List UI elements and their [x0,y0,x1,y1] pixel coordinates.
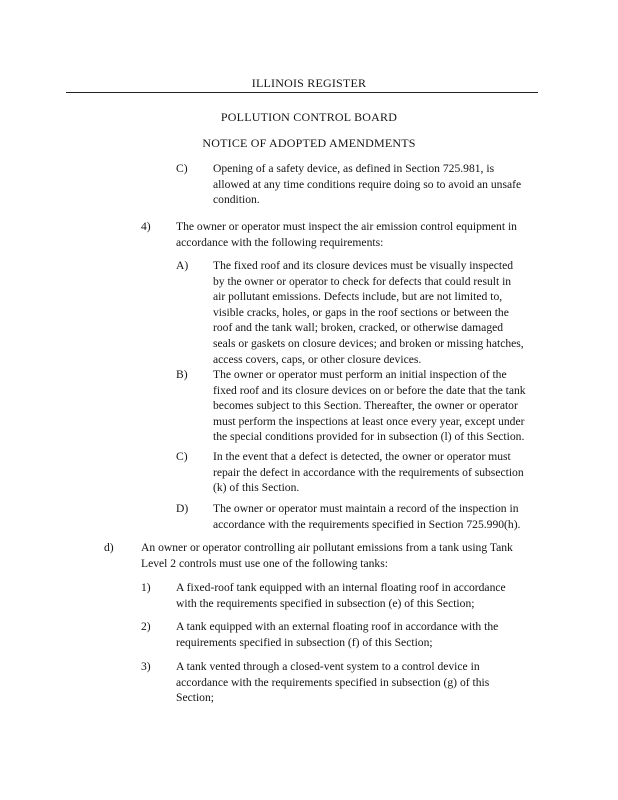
text-line: access covers, caps, or other closure devices. [213,352,422,366]
text-line: A tank vented through a closed-vent system to a control device in [176,660,480,673]
text-line: Section; [176,691,214,705]
text-line: roof and the tank wall; broken, cracked, or otherwise damaged [213,321,504,335]
text-line: The fixed roof and its closure devices must be visually inspected [213,259,514,272]
paragraph-text [176,219,517,250]
text-line: An owner or operator controlling air pollutant emissions from a tank using Tank [141,541,513,554]
text-line: (k) of this Section. [213,481,300,495]
text-line: visible cracks, holes, or gaps in the roof sections or between the [213,305,509,319]
text-line: by the owner or operator to check for defects that could result in [213,274,512,288]
paragraph-label: C) [176,450,188,463]
paragraph-label: 2) [141,620,151,633]
text-line: A fixed-roof tank equipped with an internal floating roof in accordance [176,581,506,594]
text-line: the special conditions provided for in subsection (l) of this Section. [213,430,525,444]
text-line: condition. [213,193,260,207]
paragraph-label: D) [176,502,189,515]
paragraph-label: 3) [141,660,151,673]
notice-title: NOTICE OF ADOPTED AMENDMENTS [202,136,416,150]
text-line: fixed roof and its closure devices on or before the date that the tank [213,383,526,397]
paragraph-label: C) [176,162,188,175]
text-line: A tank equipped with an external floating roof in accordance with the [176,620,499,633]
paragraph-text [213,449,524,496]
paragraph-text [141,540,513,571]
text-line: allowed at any time conditions require doing so to avoid an unsafe [213,177,522,191]
text-line: with the requirements specified in subsection (e) of this Section; [176,596,475,610]
paragraph-label: d) [104,541,114,554]
paragraph-text [213,258,524,367]
register-title: ILLINOIS REGISTER [251,76,367,90]
text-line: Opening of a safety device, as defined in Section 725.981, is [213,162,495,175]
text-line: requirements specified in subsection (f) of this Section; [176,635,433,649]
paragraph-label: 4) [141,220,151,233]
paragraph-text [176,659,489,706]
text-line: accordance with the requirements specified in Section 725.990(h). [213,517,521,531]
board-title: POLLUTION CONTROL BOARD [220,110,398,124]
paragraph-text [176,619,498,650]
text-line: The owner or operator must maintain a record of the inspection in [213,502,519,515]
text-line: repair the defect in accordance with the requirements of subsection [213,465,524,479]
text-line: accordance with the following requirements: [176,235,384,249]
text-line: becomes subject to this Section. Thereafter, the owner or operator [213,399,518,413]
text-line: must perform the inspections at least once every year, except under [213,414,525,428]
text-line: seals or gaskets on closure devices; and broken or missing hatches, [213,336,524,350]
text-line: Level 2 controls must use one of the following tanks: [141,556,388,570]
paragraph-text [213,501,520,532]
paragraph-label: 1) [141,581,151,594]
text-line: The owner or operator must perform an initial inspection of the [213,368,507,381]
text-line: In the event that a defect is detected, the owner or operator must [213,450,511,463]
header-rule [66,92,538,93]
text-line: air pollutant emissions. Defects include, but are not limited to, [213,290,503,304]
paragraph-text [213,161,521,208]
paragraph-label: B) [176,368,188,381]
paragraph-text [176,580,506,611]
text-line: The owner or operator must inspect the air emission control equipment in [176,220,517,233]
paragraph-label: A) [176,259,189,272]
paragraph-text [213,367,526,445]
text-line: accordance with the requirements specified in subsection (g) of this [176,675,490,689]
